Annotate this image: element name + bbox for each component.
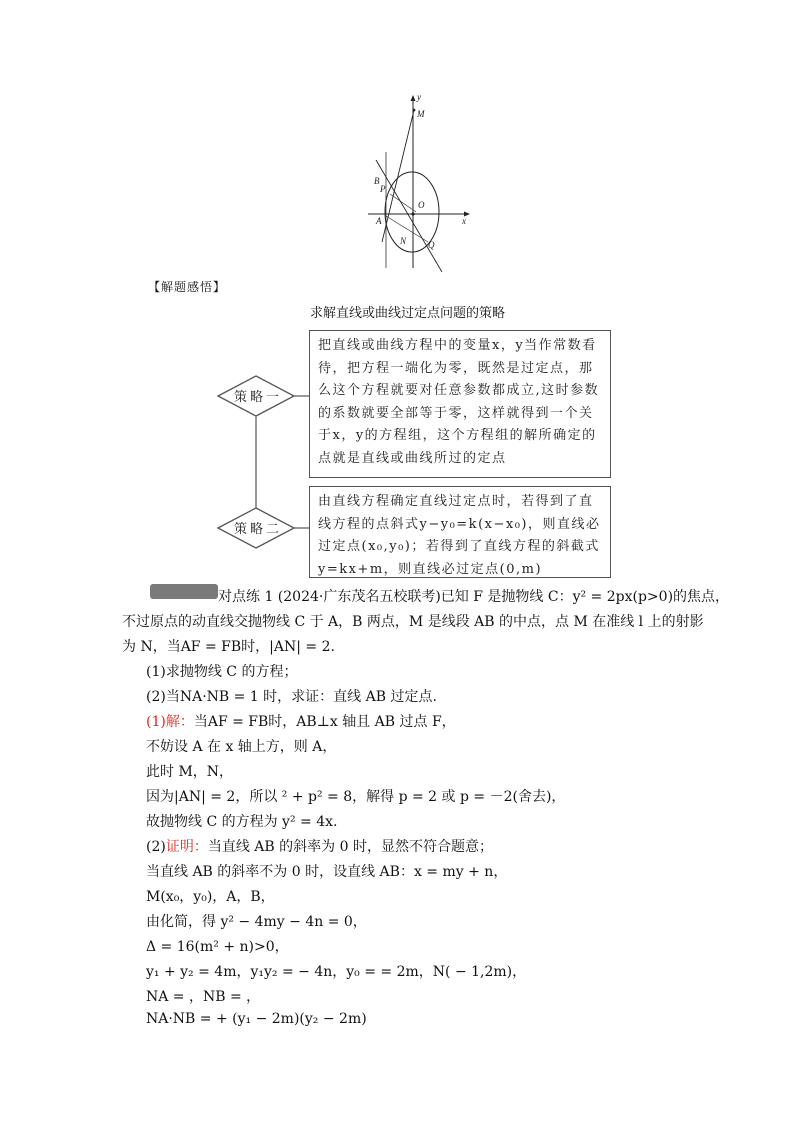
problem-intro-line1: 对点练 1 (2024·广东茂名五校联考)已知 F 是抛物线 C：y² = 2px(p>0)的焦点， [218, 589, 730, 605]
label-n: N [400, 236, 407, 246]
solution2-line8: NA·NB = + (y₁ − 2m)(y₂ − 2m) [146, 1011, 367, 1027]
solution2-line2: 当直线 AB 的斜率不为 0 时，设直线 AB：x = my + n， [146, 864, 508, 880]
label-m: M [417, 109, 425, 119]
label-b: B [374, 176, 380, 186]
question-2: (2)当NA·NB = 1 时，求证：直线 AB 过定点. [146, 689, 437, 705]
coordinate-figure [360, 92, 472, 274]
solution2-line4: 由化简，得 y² − 4my − 4n = 0， [146, 914, 367, 930]
solution2-line5: Δ = 16(m² + n)>0， [146, 939, 289, 955]
solution2-line7: NA = ，NB = ， [146, 989, 261, 1005]
point-m [413, 109, 416, 112]
solution1-prefix: (1) [146, 714, 166, 730]
segment-po [390, 194, 416, 212]
segment-aq [386, 216, 428, 242]
solution2-label: 证明： [165, 839, 208, 855]
solution2-line6: y₁ + y₂ = 4m，y₁y₂ = − 4n，y₀ = = 2m，N( − 1,2m)， [146, 964, 527, 980]
solution1-line1 [146, 711, 456, 731]
y-axis-arrow [411, 95, 416, 101]
question-1: (1)求抛物线 C 的方程； [146, 664, 298, 680]
strategy1-box: 把直线或曲线方程中的变量x，y当作常数看待，把方程一端化为零，既然是过定点，那么这个方程就要对任意参数都成立,这时参数的系数就要全部等于零，这样就得到一个关于x，y的方程组，这个方程组的解所确定的点就是直线或曲线所过的定点 [309, 330, 611, 478]
practice-badge [150, 584, 218, 599]
solution1-line3: 此时 M，N， [146, 764, 234, 780]
label-p: P [380, 184, 386, 194]
strategy2-box: 由直线方程确定直线过定点时，若得到了直线方程的点斜式y−y₀=k(x−x₀)，则直线必过定点(x₀,y₀)；若得到了直线方程的斜截式y=kx+m，则直线必过定点(0,m) [309, 486, 611, 578]
solution2-line3: M(x₀，y₀)，A，B， [146, 889, 275, 905]
diagram-title: 求解直线或曲线过定点问题的策略 [310, 306, 506, 321]
strategy1-label: 策略一 [234, 390, 283, 405]
strategy-connector [210, 360, 320, 560]
solution2-text: 当直线 AB 的斜率为 0 时，显然不符合题意； [207, 839, 493, 855]
solution2-prefix: (2) [146, 839, 166, 855]
solution2-line1 [146, 836, 493, 856]
section-tag: 【解题感悟】 [148, 280, 227, 294]
solution1-line5: 故抛物线 C 的方程为 y² = 4x. [146, 814, 338, 830]
solution1-line4: 因为|AN| = 2，所以 ² + p² = 8，解得 p = 2 或 p = －2(舍去)， [146, 789, 566, 805]
label-a: A [376, 216, 382, 226]
problem-intro-line3: 为 N，当AF = FB时，|AN| = 2. [122, 639, 335, 655]
solution1-line2: 不妨设 A 在 x 轴上方，则 A， [146, 739, 337, 755]
solution1-label: 解： [165, 714, 194, 730]
label-q: Q [428, 240, 435, 250]
problem-intro-line2: 不过原点的动直线交抛物线 C 于 A，B 两点，M 是线段 AB 的中点，点 M 在准线 l 上的射影 [122, 614, 704, 630]
strategy2-label: 策略二 [234, 522, 283, 537]
label-x: x [462, 216, 466, 226]
line-mp [382, 110, 414, 242]
solution1-text: 当AF = FB时，AB⊥x 轴且 AB 过点 F， [193, 714, 456, 730]
origin-point [411, 212, 414, 215]
label-o: O [418, 200, 425, 210]
label-y: y [417, 92, 421, 102]
